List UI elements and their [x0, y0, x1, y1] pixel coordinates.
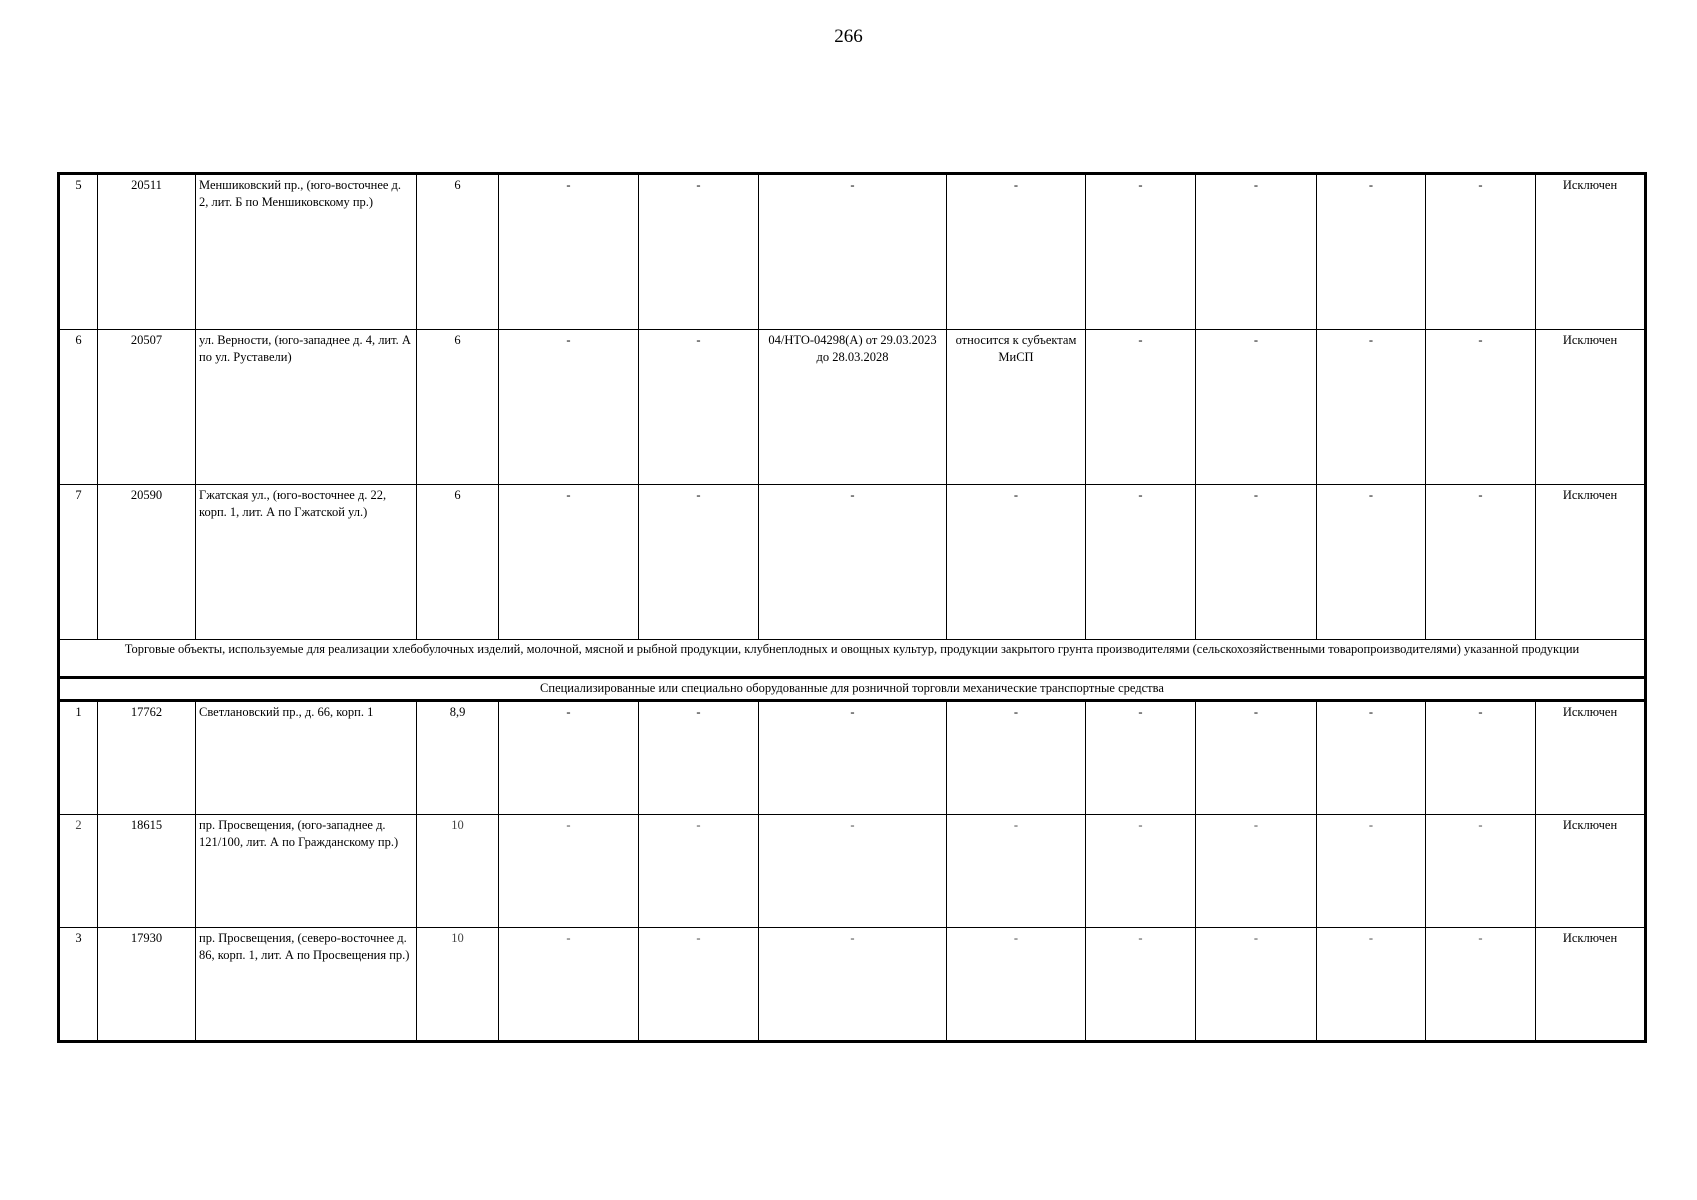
table-row	[59, 485, 1646, 640]
cell-col10: -	[1196, 485, 1317, 640]
row-number: 2	[59, 815, 98, 928]
cell-col11: -	[1317, 485, 1426, 640]
object-address: пр. Просвещения, (северо-восточнее д. 86, корп. 1, лит. А по Просвещения пр.)	[196, 928, 417, 1042]
cell-col6: -	[639, 174, 759, 330]
cell-col12: -	[1426, 174, 1536, 330]
object-address: Гжатская ул., (юго-восточнее д. 22, корп. 1, лит. А по Гжатской ул.)	[196, 485, 417, 640]
cell-contract: -	[759, 485, 947, 640]
object-address: Меншиковский пр., (юго-восточнее д. 2, лит. Б по Меншиковскому пр.)	[196, 174, 417, 330]
object-address: Светлановский пр., д. 66, корп. 1	[196, 701, 417, 815]
table-row	[59, 815, 1646, 928]
cell-subject-category: -	[947, 701, 1086, 815]
registry-table	[57, 172, 1647, 1043]
cell-col11: -	[1317, 928, 1426, 1042]
cell-subject-category: -	[947, 815, 1086, 928]
row-number: 1	[59, 701, 98, 815]
cell-col10: -	[1196, 815, 1317, 928]
section-heading: Торговые объекты, используемые для реализации хлебобулочных изделий, молочной, мясной и рыбной продукции, клубнеплодных и овощных культур, продукции закрытого грунта производителями (сельскохозяйственными товаропроизводителями) указанной продукции	[59, 640, 1646, 678]
cell-col6: -	[639, 701, 759, 815]
table-row	[59, 928, 1646, 1042]
rows-group-2	[59, 701, 1646, 1042]
rows-group-1	[59, 174, 1646, 701]
row-number: 6	[59, 330, 98, 485]
status-cell: Исключен	[1536, 485, 1646, 640]
status-cell: Исключен	[1536, 928, 1646, 1042]
object-size: 10	[417, 815, 499, 928]
cell-col9: -	[1086, 701, 1196, 815]
object-id: 17762	[98, 701, 196, 815]
cell-contract: -	[759, 815, 947, 928]
object-size: 10	[417, 928, 499, 1042]
table-row	[59, 330, 1646, 485]
object-size: 6	[417, 485, 499, 640]
cell-subject-category: -	[947, 174, 1086, 330]
cell-col10: -	[1196, 701, 1317, 815]
cell-col5: -	[499, 485, 639, 640]
status-cell: Исключен	[1536, 701, 1646, 815]
cell-col9: -	[1086, 485, 1196, 640]
object-address: ул. Верности, (юго-западнее д. 4, лит. А по ул. Руставели)	[196, 330, 417, 485]
object-size: 6	[417, 330, 499, 485]
cell-contract: -	[759, 701, 947, 815]
row-number: 5	[59, 174, 98, 330]
cell-col9: -	[1086, 330, 1196, 485]
row-number: 7	[59, 485, 98, 640]
object-id: 20511	[98, 174, 196, 330]
cell-col10: -	[1196, 928, 1317, 1042]
cell-col10: -	[1196, 174, 1317, 330]
cell-col12: -	[1426, 701, 1536, 815]
object-size: 8,9	[417, 701, 499, 815]
page-number: 266	[834, 26, 863, 47]
cell-col12: -	[1426, 330, 1536, 485]
cell-subject-category: относится к субъектам МиСП	[947, 330, 1086, 485]
subsection-heading-row	[59, 678, 1646, 701]
status-cell: Исключен	[1536, 815, 1646, 928]
object-id: 17930	[98, 928, 196, 1042]
row-number: 3	[59, 928, 98, 1042]
cell-col9: -	[1086, 815, 1196, 928]
subsection-heading: Специализированные или специально оборудованные для розничной торговли механические транспортные средства	[59, 678, 1646, 701]
object-address: пр. Просвещения, (юго-западнее д. 121/100, лит. А по Гражданскому пр.)	[196, 815, 417, 928]
cell-col6: -	[639, 485, 759, 640]
section-heading-row	[59, 640, 1646, 678]
cell-col5: -	[499, 815, 639, 928]
cell-col11: -	[1317, 815, 1426, 928]
cell-subject-category: -	[947, 485, 1086, 640]
cell-col11: -	[1317, 330, 1426, 485]
cell-col6: -	[639, 330, 759, 485]
object-id: 18615	[98, 815, 196, 928]
cell-col11: -	[1317, 174, 1426, 330]
object-id: 20590	[98, 485, 196, 640]
object-id: 20507	[98, 330, 196, 485]
cell-col12: -	[1426, 485, 1536, 640]
cell-col9: -	[1086, 928, 1196, 1042]
cell-contract: 04/НТО-04298(А) от 29.03.2023 до 28.03.2028	[759, 330, 947, 485]
cell-col9: -	[1086, 174, 1196, 330]
object-size: 6	[417, 174, 499, 330]
cell-contract: -	[759, 174, 947, 330]
cell-col6: -	[639, 928, 759, 1042]
cell-col5: -	[499, 174, 639, 330]
cell-col12: -	[1426, 815, 1536, 928]
status-cell: Исключен	[1536, 174, 1646, 330]
cell-col10: -	[1196, 330, 1317, 485]
status-cell: Исключен	[1536, 330, 1646, 485]
cell-col12: -	[1426, 928, 1536, 1042]
cell-col5: -	[499, 330, 639, 485]
cell-col5: -	[499, 701, 639, 815]
cell-col6: -	[639, 815, 759, 928]
cell-col5: -	[499, 928, 639, 1042]
cell-subject-category: -	[947, 928, 1086, 1042]
cell-contract: -	[759, 928, 947, 1042]
table-row	[59, 174, 1646, 330]
cell-col11: -	[1317, 701, 1426, 815]
table-row	[59, 701, 1646, 815]
